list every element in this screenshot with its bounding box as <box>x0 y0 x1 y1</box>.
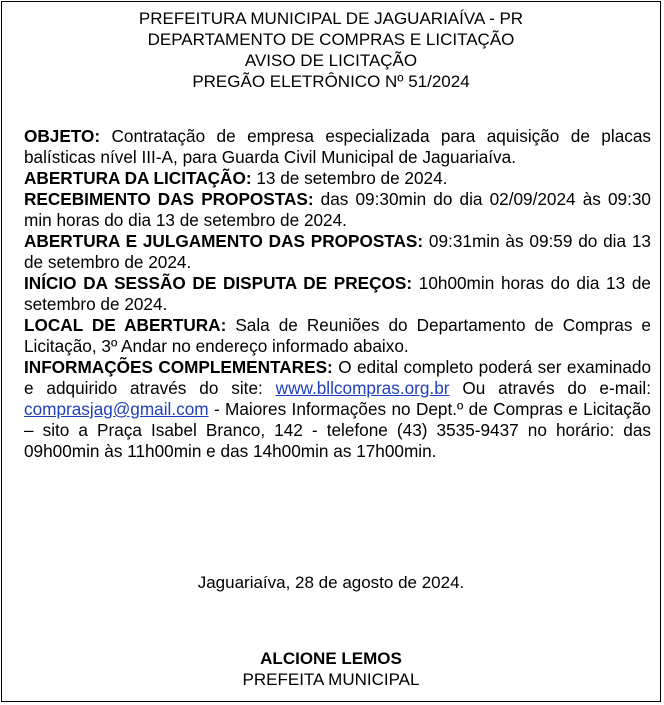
signer-name: ALCIONE LEMOS <box>260 649 402 668</box>
local-label: LOCAL DE ABERTURA: <box>24 315 227 335</box>
notice-box <box>1 1 661 702</box>
objeto-text: Contratação de empresa especializada para aquisição de placas balísticas nível III-A, para Guarda Civil Municipal de Jaguariaíva. <box>24 126 651 167</box>
disputa-paragraph <box>24 273 651 315</box>
info-paragraph <box>24 357 651 462</box>
email-link[interactable]: comprasjag@gmail.com <box>24 399 209 419</box>
recebimento-label: RECEBIMENTO DAS PROPOSTAS: <box>24 189 314 209</box>
local-text: Sala de Reuniões do Departamento de Compras e Licitação, 3º Andar no endereço informado abaixo. <box>24 315 651 356</box>
department-title: DEPARTAMENTO DE COMPRAS E LICITAÇÃO <box>147 30 515 49</box>
objeto-paragraph <box>24 126 651 168</box>
notice-header <box>2 8 660 92</box>
julgamento-label: ABERTURA E JULGAMENTO DAS PROPOSTAS: <box>24 231 424 251</box>
signature-block <box>2 648 660 690</box>
auction-number: PREGÃO ELETRÔNICO Nº 51/2024 <box>192 72 470 91</box>
issuer-title: PREFEITURA MUNICIPAL DE JAGUARIAÍVA - PR <box>138 9 524 28</box>
abertura-text: 13 de setembro de 2024. <box>251 168 448 188</box>
website-link[interactable]: www.bllcompras.org.br <box>275 378 450 398</box>
notice-type: AVISO DE LICITAÇÃO <box>244 51 418 70</box>
recebimento-paragraph <box>24 189 651 231</box>
notice-body <box>24 126 651 462</box>
disputa-text: 10h00min horas do dia 13 de setembro de 2024. <box>24 273 651 314</box>
info-text-2: Ou através do e-mail: <box>449 378 651 398</box>
info-label: INFORMAÇÕES COMPLEMENTARES: <box>24 357 333 377</box>
julgamento-text: 09:31min às 09:59 do dia 13 de setembro de 2024. <box>24 231 651 272</box>
info-text-3: - Maiores Informações no Dept.º de Compras e Licitação – sito a Praça Isabel Branco, 142 - telefone (43) 3535-9437 no horário: das 09h00min às 11h00min e das 14h00min as 17h00min. <box>24 399 651 461</box>
date-line: Jaguariaíva, 28 de agosto de 2024. <box>197 573 465 592</box>
info-text-1: O edital completo poderá ser examinado e adquirido através do site: <box>24 357 652 398</box>
disputa-label: INÍCIO DA SESSÃO DE DISPUTA DE PREÇOS: <box>24 273 413 293</box>
abertura-label: ABERTURA DA LICITAÇÃO: <box>24 168 252 188</box>
local-paragraph <box>24 315 651 357</box>
objeto-label: OBJETO: <box>24 126 101 146</box>
abertura-paragraph <box>24 168 651 189</box>
signer-title: PREFEITA MUNICIPAL <box>242 670 420 689</box>
recebimento-text: das 09:30min do dia 02/09/2024 às 09:30 min horas do dia 13 de setembro de 2024. <box>24 189 651 230</box>
julgamento-paragraph <box>24 231 651 273</box>
